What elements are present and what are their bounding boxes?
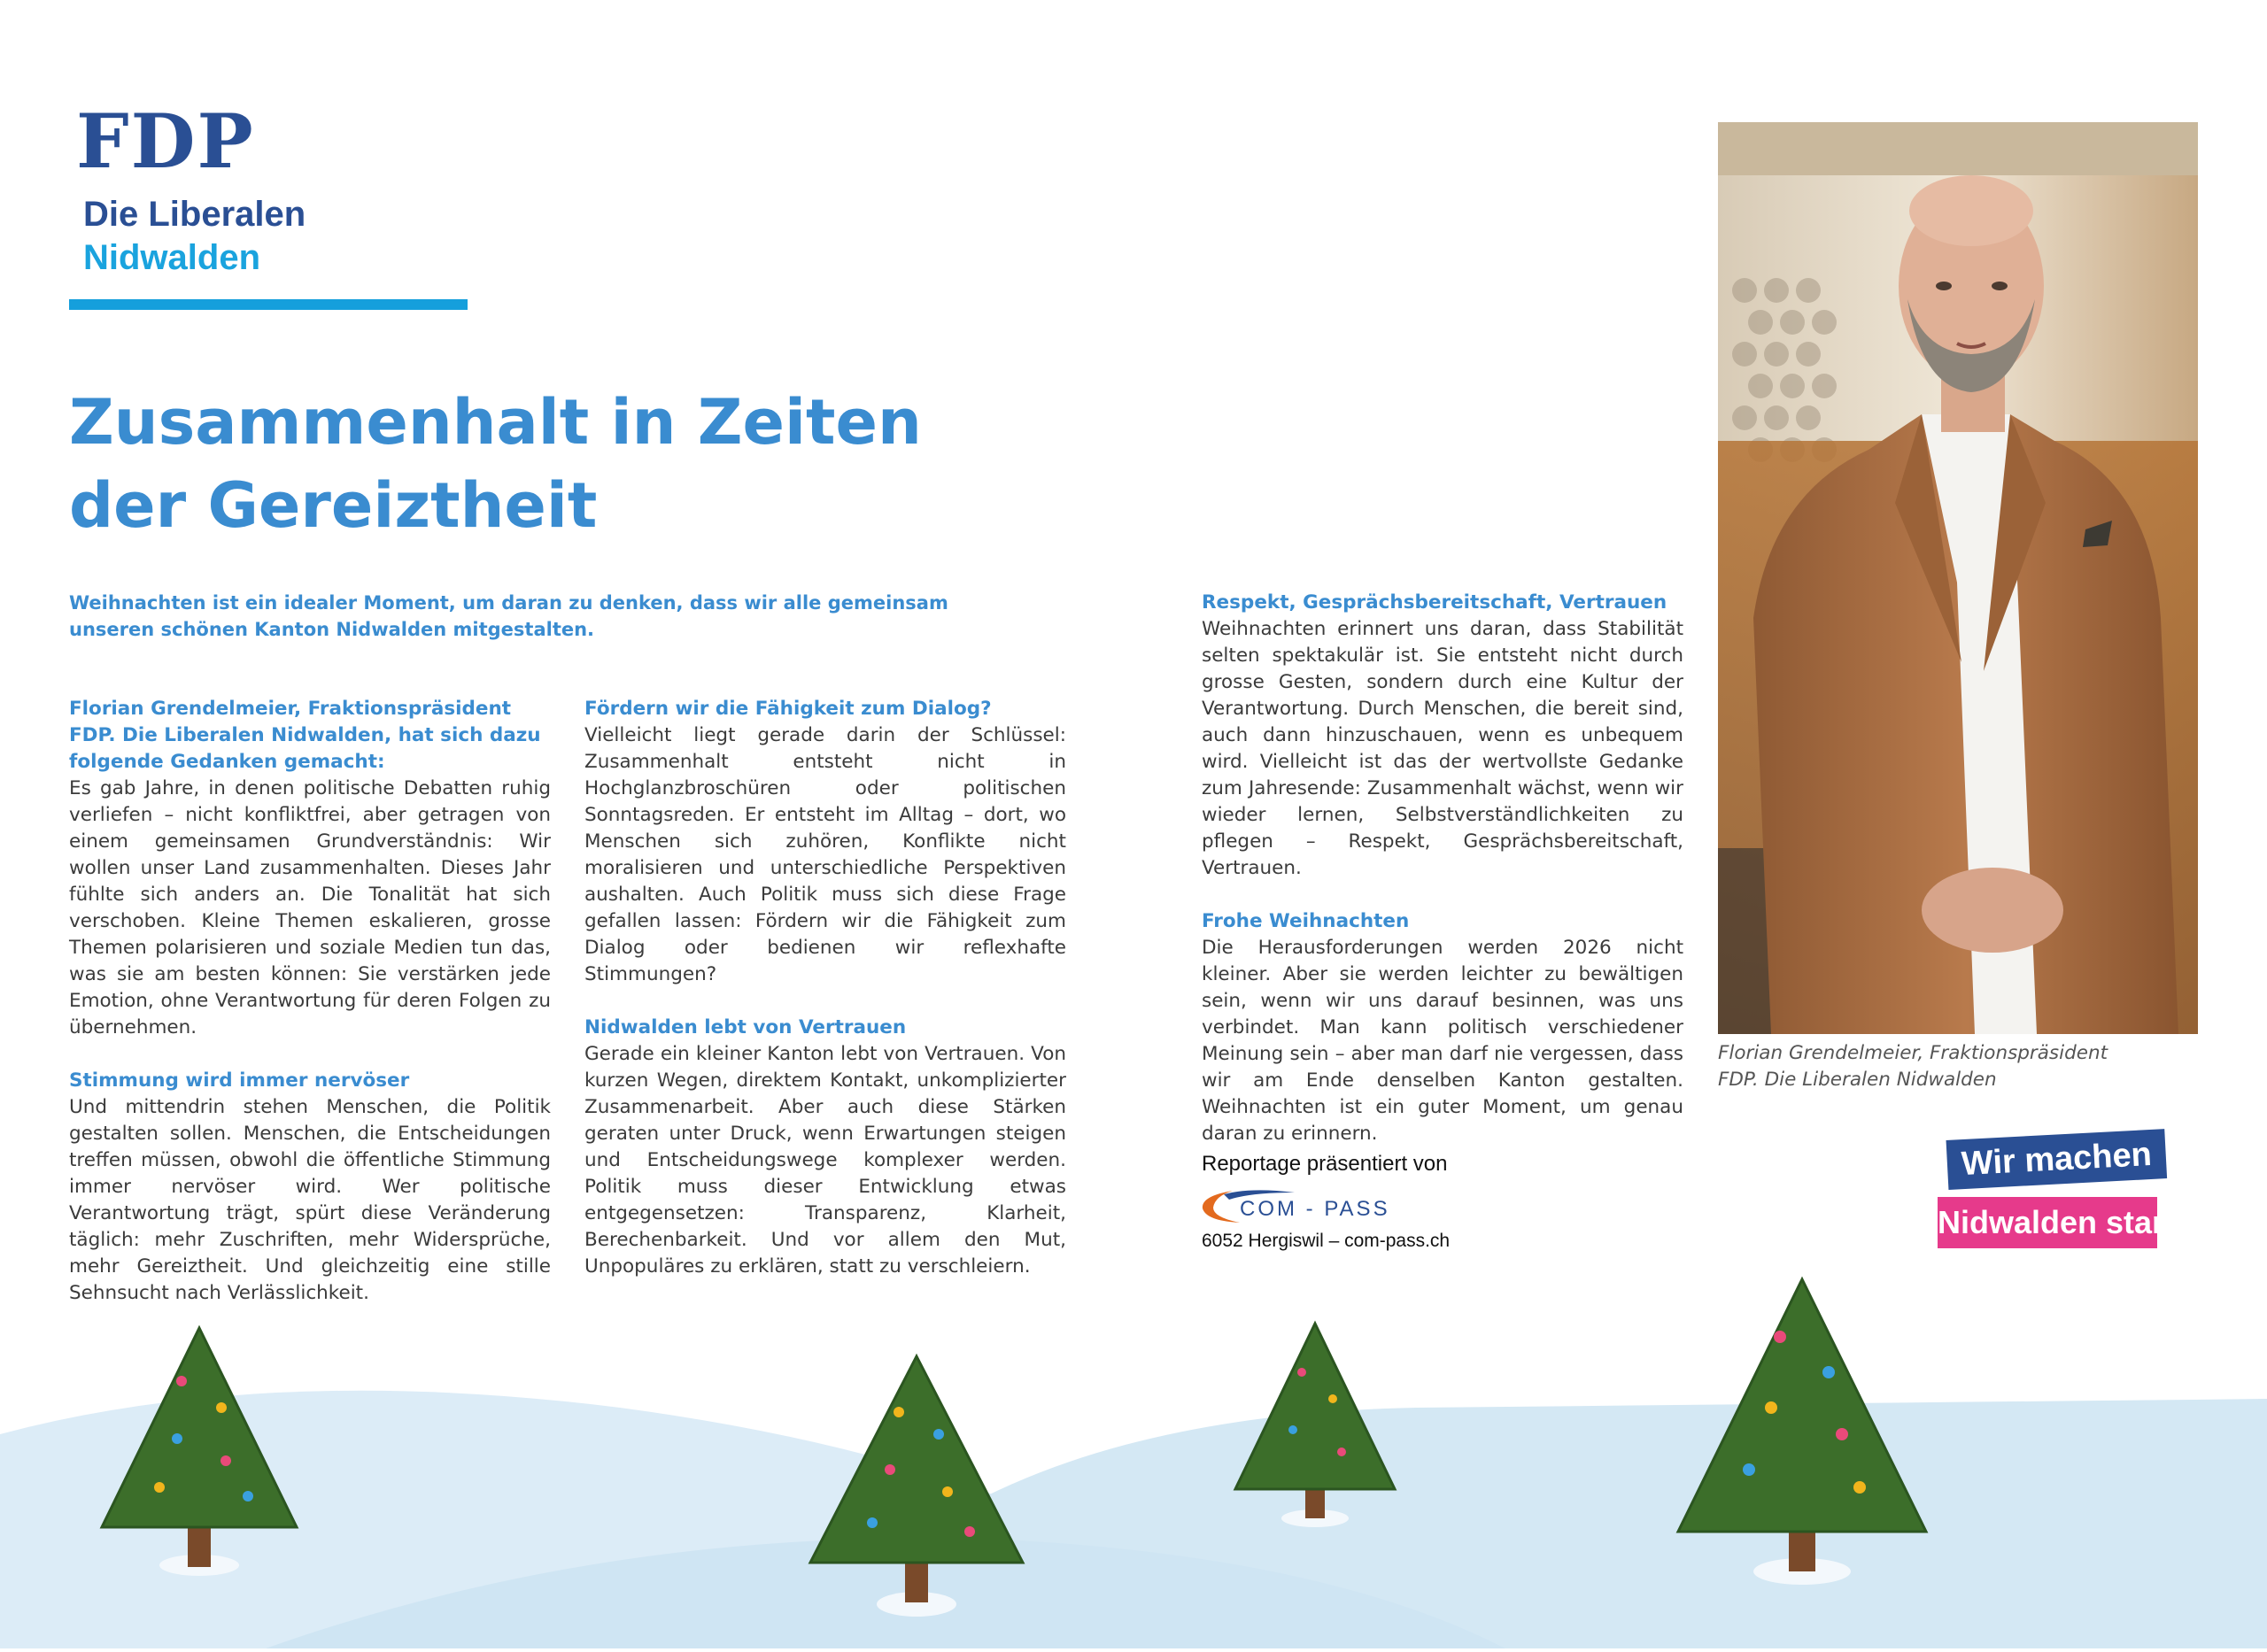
section-paragraph-vertrauen: Gerade ein kleiner Kanton lebt von Vertrauen. Von kurzen Wegen, direktem Kontakt, unkomplizierter Zusammenarbeit. Aber auch diese Stärken geraten unter Druck, wenn Erwartungen steigen und Entscheidungswege komplexer werden. Politik muss dieser Entwicklung etwas entgegensetzen: Transparenz, Klarheit, Berechenbarkeit. Und vor allem den Mut, Unpopuläres zu erklären, statt zu verschleiern. <box>584 1043 1066 1278</box>
page-title <box>69 381 1087 547</box>
article-column-1 <box>69 696 551 1307</box>
logo-subtitle-liberalen: Die Liberalen <box>83 195 306 234</box>
section-paragraph-stimmung: Und mittendrin stehen Menschen, die Politik gestalten sollen. Menschen, die Entscheidungen treffen müssen, obwohl die öffentliche Stimmung immer nervöser wird. Wer politische Verantwortung trägt, spürt diese Veränderung täglich: mehr Zuschriften, mehr Widersprüche, mehr Gereiztheit. Und gleichzeitig eine stille Sehnsucht nach Verlässlichkeit. <box>69 1096 551 1304</box>
article-column-3 <box>1202 590 1683 1147</box>
winter-scene-illustration <box>0 1257 2267 1648</box>
title-line-2: der Gereiztheit <box>69 469 598 542</box>
compass-logo-text: COM - PASS <box>1240 1197 1390 1221</box>
caption-line-1: Florian Grendelmeier, Fraktionspräsident <box>1718 1042 2108 1064</box>
lead-line-1: Weihnachten ist ein idealer Moment, um daran zu denken, dass wir alle gemeinsam <box>69 592 948 614</box>
title-line-1: Zusammenhalt in Zeiten <box>69 386 922 459</box>
portrait-photo <box>1718 122 2198 1034</box>
intro-paragraph: Es gab Jahre, in denen politische Debatten ruhig verliefen – nicht konfliktfrei, aber getragen von einem gemeinsamen Grundverständnis: Wir wollen unser Land zusammenhalten. Dieses Jahr fühlte sich anders an. Die Tonalität hat sich verschoben. Kleine Themen eskalieren, grosse Themen polarisieren und soziale Medien tun das, was sie am besten können: Sie verstärken jede Emotion, ohne Verantwortung für deren Folgen zu übernehmen. <box>69 777 551 1038</box>
intro-heading-line-3: folgende Gedanken gemacht: <box>69 751 385 773</box>
sponsor-address: 6052 Hergiswil – com-pass.ch <box>1202 1231 1451 1251</box>
section-heading-weihnachten: Frohe Weihnachten <box>1202 910 1410 932</box>
intro-heading-line-2: FDP. Die Liberalen Nidwalden, hat sich dazu <box>69 724 541 746</box>
fdp-wordmark: FDP <box>76 97 255 185</box>
caption-line-2: FDP. Die Liberalen Nidwalden <box>1718 1069 1997 1091</box>
photo-caption <box>1718 1040 2214 1093</box>
section-heading-dialog: Fördern wir die Fähigkeit zum Dialog? <box>584 698 992 720</box>
sponsor-label: Reportage präsentiert von <box>1202 1152 1448 1176</box>
section-heading-stimmung: Stimmung wird immer nervöser <box>69 1069 410 1092</box>
lead-text <box>69 590 972 643</box>
section-paragraph-respekt: Weihnachten erinnert uns daran, dass Stabilität selten spektakulär ist. Sie entsteht nicht durch grosse Gesten, sondern durch eine Kultur der Verantwortung. Durch Menschen, die bereit sind, auch dann hinzuschauen, wenn es unbequem wird. Vielleicht ist das der wertvollste Gedanke zum Jahresende: Zusammenhalt wächst, wenn wir wieder lernen, Selbstverständlichkeiten zu pflegen – Respekt, Gesprächsbereitschaft, Vertrauen. <box>1202 618 1683 879</box>
intro-heading-line-1: Florian Grendelmeier, Fraktionspräsident <box>69 698 512 720</box>
logo-underline <box>69 299 468 310</box>
compass-logo <box>1197 1184 1463 1228</box>
section-paragraph-dialog: Vielleicht liegt gerade darin der Schlüssel: Zusammenhalt entsteht nicht in Hochglanzbroschüren oder politischen Sonntagsreden. Er entsteht im Alltag – dort, wo Menschen sich zuhören, Konflikte nicht moralisieren und unterschiedliche Perspektiven aushalten. Auch Politik muss sich diese Frage gefallen lassen: Fördern wir die Fähigkeit zum Dialog oder bedienen wir reflexhafte Stimmungen? <box>584 724 1066 985</box>
portrait-illustration <box>1718 122 2198 1034</box>
article-column-2 <box>584 696 1066 1280</box>
lead-line-2: unseren schönen Kanton Nidwalden mitgestalten. <box>69 619 595 640</box>
slogan-badge-line-2: Nidwalden stark! <box>1938 1197 2157 1248</box>
section-paragraph-weihnachten: Die Herausforderungen werden 2026 nicht kleiner. Aber sie werden leichter zu bewältigen sein, wenn wir uns darauf besinnen, was uns verbindet. Man kann politisch verschiedener Meinung sein – aber man darf nie vergessen, dass wir am Ende denselben Kanton gestalten. Weihnachten ist ein guter Moment, um genau daran zu erinnern. <box>1202 937 1683 1145</box>
section-heading-vertrauen: Nidwalden lebt von Vertrauen <box>584 1016 907 1038</box>
slogan-badge-line-1: Wir machen <box>1946 1129 2168 1190</box>
section-heading-respekt: Respekt, Gesprächsbereitschaft, Vertrauen <box>1202 591 1667 614</box>
logo-subtitle-nidwalden: Nidwalden <box>83 238 261 277</box>
